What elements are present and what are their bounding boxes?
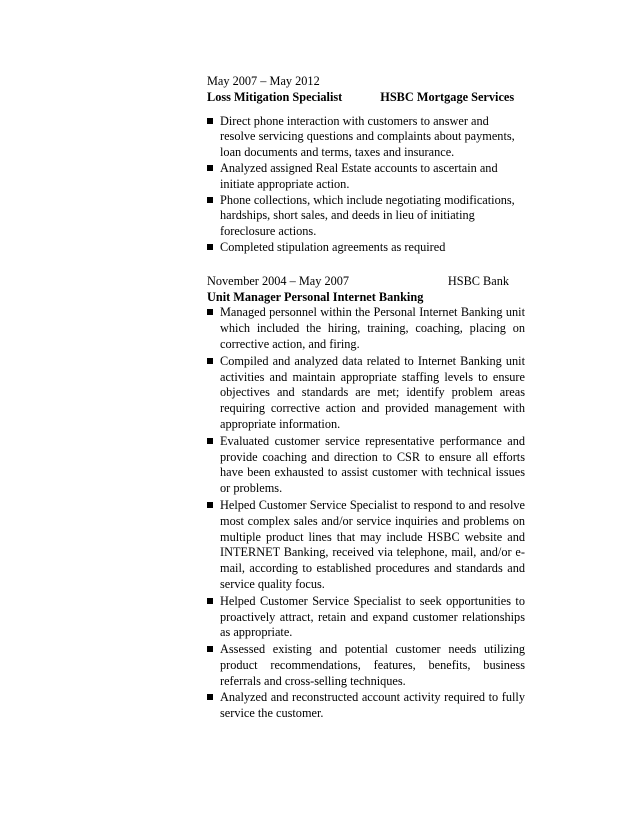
job-title: Unit Manager Personal Internet Banking bbox=[207, 289, 424, 304]
job-duties-list bbox=[207, 305, 525, 722]
duty-text: Helped Customer Service Specialist to respond to and resolve most complex sales and/or service inquiries and problems on multiple product lines that may include HSBC website and INTERNET Banking, received via telephone, mail, and/or e-mail, according to established procedures and standards and service quality focus. bbox=[220, 497, 525, 591]
duty-item bbox=[207, 305, 525, 352]
square-bullet-icon bbox=[207, 197, 213, 203]
square-bullet-icon bbox=[207, 502, 213, 508]
duty-text: Evaluated customer service representative performance and provide coaching and direction to CSR to ensure all efforts have been exhausted to assist customer with technical issues or problems. bbox=[220, 433, 525, 496]
duty-item bbox=[207, 193, 525, 240]
duty-text: Analyzed and reconstructed account activity required to fully service the customer. bbox=[220, 690, 525, 721]
square-bullet-icon bbox=[207, 694, 213, 700]
duty-item bbox=[207, 594, 525, 641]
job-dates: May 2007 – May 2012 bbox=[207, 74, 320, 88]
square-bullet-icon bbox=[207, 244, 213, 250]
square-bullet-icon bbox=[207, 165, 213, 171]
job-duties-list bbox=[207, 114, 525, 256]
square-bullet-icon bbox=[207, 358, 213, 364]
duty-text: Helped Customer Service Specialist to seek opportunities to proactively attract, retain and expand customer relationships as appropriate. bbox=[220, 593, 525, 640]
duty-item bbox=[207, 642, 525, 689]
duty-item bbox=[207, 354, 525, 433]
duty-item bbox=[207, 434, 525, 497]
job-title-line bbox=[207, 290, 525, 306]
job-dates-line bbox=[207, 74, 525, 90]
duty-text: Assessed existing and potential customer needs utilizing product recommendations, features, benefits, business referrals and cross-selling techniques. bbox=[220, 642, 525, 688]
job-title: Loss Mitigation Specialist bbox=[207, 89, 343, 104]
job-entry-hsbc-bank bbox=[207, 274, 525, 722]
job-employer: HSBC Bank bbox=[447, 273, 509, 288]
square-bullet-icon bbox=[207, 646, 213, 652]
job-dates: November 2004 – May 2007 bbox=[207, 273, 350, 288]
duty-item bbox=[207, 690, 525, 722]
square-bullet-icon bbox=[207, 118, 213, 124]
duty-item bbox=[207, 240, 525, 256]
square-bullet-icon bbox=[207, 309, 213, 315]
duty-item bbox=[207, 161, 525, 193]
duty-item bbox=[207, 114, 525, 161]
job-employer: HSBC Mortgage Services bbox=[380, 89, 515, 104]
job-dates-line bbox=[207, 274, 525, 290]
resume-page bbox=[207, 74, 525, 723]
duty-item bbox=[207, 498, 525, 593]
duty-text: Completed stipulation agreements as required bbox=[220, 239, 446, 254]
job-entry-hsbc-mortgage bbox=[207, 74, 525, 256]
square-bullet-icon bbox=[207, 598, 213, 604]
square-bullet-icon bbox=[207, 438, 213, 444]
duty-text: Managed personnel within the Personal Internet Banking unit which included the hiring, training, coaching, placing on corrective action, and firing. bbox=[220, 305, 525, 351]
duty-text: Phone collections, which include negotiating modifications, hardships, short sales, and deeds in lieu of initiating foreclosure actions. bbox=[220, 192, 515, 239]
job-title-line bbox=[207, 90, 525, 106]
duty-text: Compiled and analyzed data related to Internet Banking unit activities and maintain appropriate staffing levels to ensure objectives and standards are met; identify problem areas requiring corrective action and provided management with appropriate information. bbox=[220, 353, 525, 431]
duty-text: Direct phone interaction with customers to answer and resolve servicing questions and complaints about payments, loan documents and terms, taxes and insurance. bbox=[220, 113, 515, 160]
duty-text: Analyzed assigned Real Estate accounts to ascertain and initiate appropriate action. bbox=[220, 160, 498, 191]
